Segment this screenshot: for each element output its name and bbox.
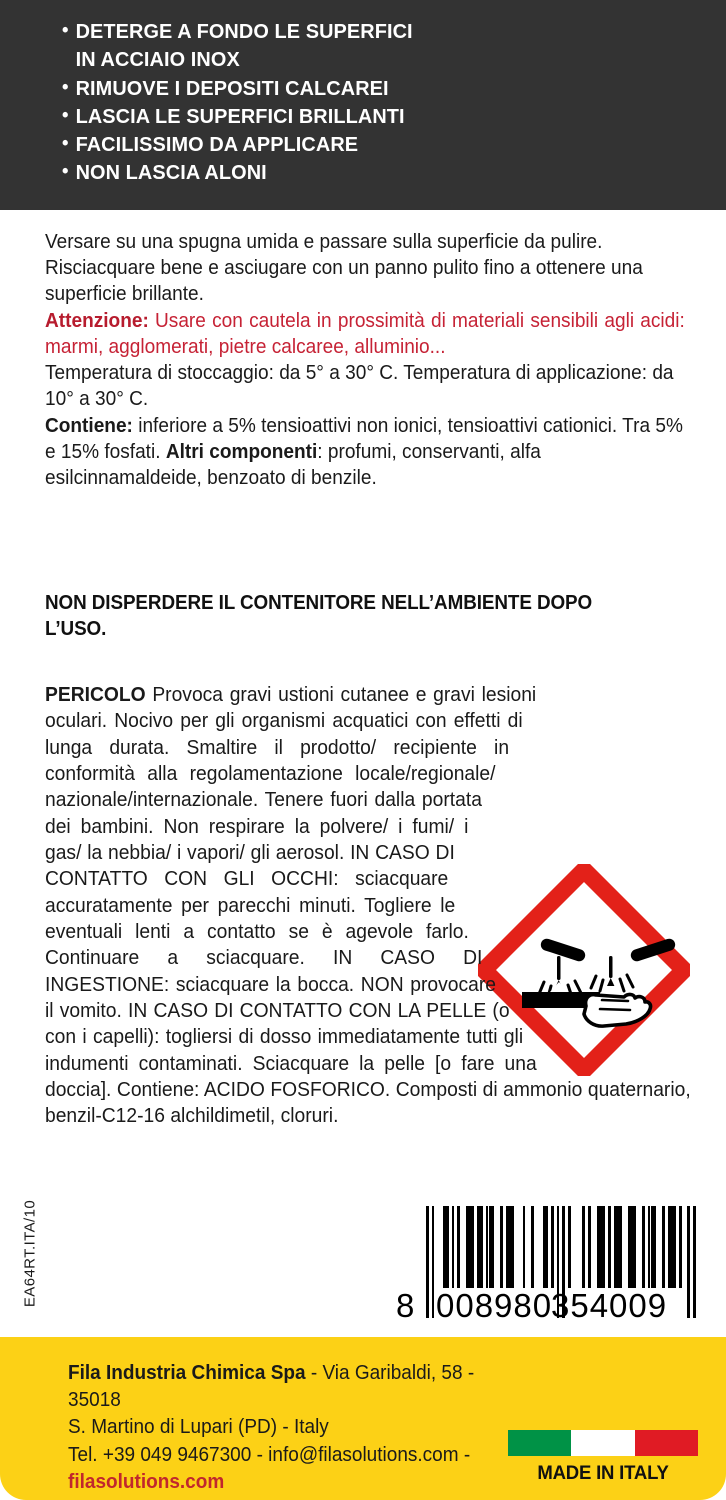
bullet-icon: • <box>62 133 69 155</box>
composition-paragraph <box>45 413 685 492</box>
barcode <box>396 1206 702 1324</box>
hazard-statement <box>45 682 691 1130</box>
bullet-icon: • <box>62 76 69 98</box>
bullet-icon: • <box>62 161 69 183</box>
company-website[interactable]: filasolutions.com <box>68 1470 225 1493</box>
barcode-digits <box>396 1287 702 1324</box>
company-contact: Tel. +39 049 9467300 - info@filasolutions.com - <box>68 1443 471 1466</box>
signal-word: PERICOLO <box>45 683 146 706</box>
bullet-icon: • <box>62 104 69 126</box>
benefits-panel <box>0 0 726 210</box>
hazard-statement-text: Provoca gravi ustioni cutanee e gravi lesioni oculari. Nocivo per gli organismi acquatici con effetti di lunga durata. Smaltire il prodotto/ recipiente in conformità alla regolamentazione locale/regionale/ nazionale/internazionale. Tenere fuori dalla portata dei bambini. Non respirare la polvere/ i fumi/ i gas/ la nebbia/ i vapori/ gli aerosol. IN CASO DI CONTATTO CON GLI OCCHI: sciacquare accuratamente per parecchi minuti. Togliere le eventuali lenti a contatto se è agevole farlo. Continuare a sciacquare. IN CASO DI INGESTIONE: sciacquare la bocca. NON provocare il vomito. IN CASO DI CONTATTO CON LA PELLE (o con i capelli): togliersi di dosso immediatamente tutti gli indumenti contaminati. Sciacquare la pelle [o fare una doccia]. Contiene: ACIDO FOSFORICO. Composti di ammonio quaternario, benzil-C12-16 alchildimetil, cloruri. <box>45 683 691 1128</box>
made-in-italy-label: MADE IN ITALY <box>537 1462 669 1484</box>
company-address-line1: - Via Garibaldi, 58 - 35018 <box>68 1362 475 1412</box>
flag-stripe-white <box>571 1430 634 1456</box>
contains-text: inferiore a 5% tensioattivi non ionici, tensioattivi cationici. Tra 5% e 15% fosfati. <box>45 413 683 463</box>
contains-label: Contiene: <box>45 413 133 437</box>
benefit-label: NON LASCIA ALONI <box>75 161 267 185</box>
hazard-block <box>45 682 690 1130</box>
footer-panel <box>0 1337 726 1500</box>
barcode-lead-digit: 8 <box>396 1287 416 1324</box>
company-info <box>68 1360 515 1496</box>
temperature-paragraph: Temperatura di stoccaggio: da 5° a 30° C. Temperatura di applicazione: da 10° a 30° C. <box>45 361 674 411</box>
barcode-right-group: 354009 <box>551 1287 668 1324</box>
attention-label: Attenzione: <box>45 308 149 332</box>
attention-text: Usare con cautela in prossimità di materiali sensibili agli acidi: marmi, agglomerati, pietre calcaree, alluminio... <box>45 308 685 358</box>
benefit-label: IN ACCIAIO INOX <box>75 48 240 72</box>
instructions-block <box>45 229 685 491</box>
benefit-item <box>62 131 706 159</box>
benefit-item <box>62 159 706 187</box>
bullet-icon: • <box>62 20 69 41</box>
benefit-label: FACILISSIMO DA APPLICARE <box>75 133 359 157</box>
other-components-label: Altri componenti <box>165 439 318 463</box>
company-name: Fila Industria Chimica Spa <box>68 1362 306 1384</box>
benefit-item <box>62 46 706 74</box>
usage-paragraph: Versare su una spugna umida e passare sulla superficie da pulire. Risciacquare bene e asciugare con un panno pulito fino a ottenere una superficie brillante. <box>45 230 643 306</box>
benefit-item <box>62 103 706 131</box>
barcode-left-group: 008980 <box>436 1287 553 1324</box>
benefit-label: RIMUOVE I DEPOSITI CALCAREI <box>75 76 389 100</box>
benefit-label: LASCIA LE SUPERFICI BRILLANTI <box>75 104 405 128</box>
benefit-item <box>62 75 706 103</box>
reference-code: EA64RT.ITA/10 <box>21 1199 39 1308</box>
benefit-label: DETERGE A FONDO LE SUPERFICI <box>75 20 413 43</box>
italy-flag-icon <box>508 1430 698 1456</box>
flag-stripe-red <box>635 1430 698 1456</box>
attention-paragraph <box>45 308 685 360</box>
other-components-text: : profumi, conservanti, alfa esilcinnamaldeide, benzoato di benzile. <box>45 439 541 490</box>
flag-stripe-green <box>508 1430 571 1456</box>
benefit-item <box>62 18 706 46</box>
disposal-notice: NON DISPERDERE IL CONTENITORE NELL’AMBIENTE DOPO L’USO. <box>45 591 593 640</box>
company-address-line2: S. Martino di Lupari (PD) - Italy <box>68 1416 329 1439</box>
